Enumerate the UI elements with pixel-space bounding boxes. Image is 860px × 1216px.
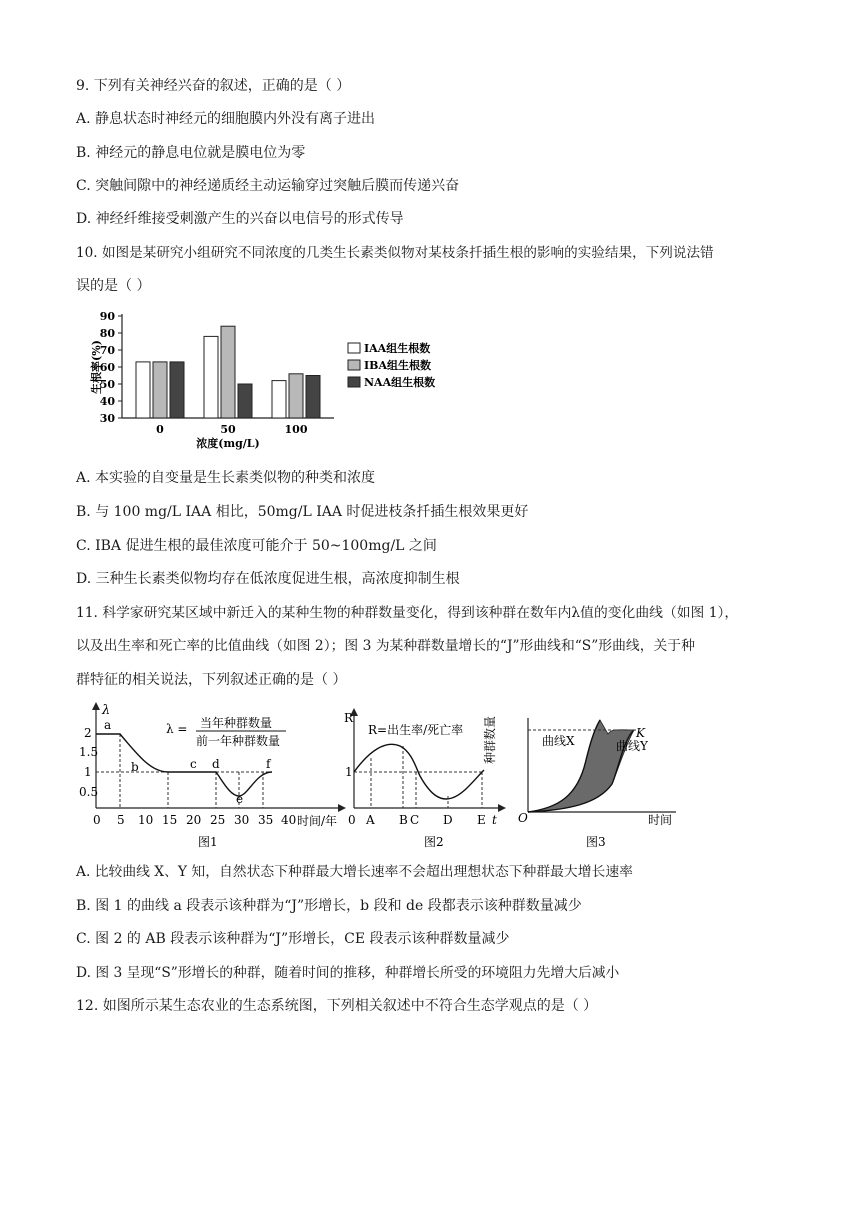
- bar-iba: [153, 362, 167, 418]
- q10-option-a: A. 本实验的自变量是生长素类似物的种类和浓度: [76, 470, 376, 486]
- bar-y-tick-label: 50: [99, 378, 115, 391]
- legend-label: NAA组生根数: [364, 376, 436, 389]
- q10-option-b: B. 与 100 mg/L IAA 相比，50mg/L IAA 时促进枝条扦插生根效果更好: [76, 504, 529, 520]
- bar-iaa: [272, 381, 286, 418]
- fig2-point-e: E: [477, 813, 486, 827]
- q12-stem: 12. 如图所示某生态农业的生态系统图，下列相关叙述中不符合生态学观点的是（ ）: [76, 998, 598, 1014]
- fig3-origin: O: [518, 811, 528, 825]
- q9-option-c: C. 突触间隙中的神经递质经主动运输穿过突触后膜而传递兴奋: [76, 178, 460, 194]
- fig1-ytick: 1.5: [79, 745, 99, 759]
- fig2-formula: R=出生率/死亡率: [368, 723, 464, 737]
- fig2-ytick: 1: [345, 765, 353, 779]
- q9-option-b: B. 神经元的静息电位就是膜电位为零: [76, 145, 306, 161]
- fig1-formula-denominator: 前一年种群数量: [196, 734, 281, 748]
- fig1-ytick: 0.5: [79, 785, 99, 799]
- fig1-y-label: λ: [102, 703, 111, 718]
- fig2-point-b: B: [399, 813, 408, 827]
- bar-naa: [238, 384, 252, 418]
- fig3-x-label: 时间: [648, 813, 673, 827]
- fig1-ytick: 1: [84, 765, 92, 779]
- fig1-xtick: 10: [138, 813, 154, 827]
- legend-swatch: [348, 377, 360, 387]
- fig1-caption: 图1: [198, 835, 218, 849]
- bar-x-tick-label: 0: [156, 423, 164, 436]
- fig3-y-label: 种群数量: [483, 715, 497, 764]
- figure-1: [80, 700, 350, 854]
- fig1-seg-c: c: [190, 757, 197, 771]
- fig3-curve-y-label: 曲线Y: [616, 739, 648, 753]
- bar-x-tick-label: 100: [284, 423, 308, 436]
- fig2-point-a: A: [366, 813, 375, 827]
- bar-y-tick-label: 90: [99, 310, 115, 323]
- fig1-seg-d: d: [212, 757, 220, 771]
- bar-y-tick-label: 70: [99, 344, 115, 357]
- bar-iba: [289, 374, 303, 418]
- bar-x-axis-label: 浓度(mg/L): [196, 437, 260, 450]
- bar-y-tick-label: 80: [99, 327, 115, 340]
- fig2-origin: 0: [348, 813, 356, 827]
- fig1-seg-e: e: [236, 792, 244, 806]
- bar-x-tick-label: 50: [220, 423, 236, 436]
- fig1-xtick: 0: [93, 813, 101, 827]
- bar-y-tick-label: 30: [99, 412, 115, 425]
- legend-swatch: [348, 360, 360, 370]
- q11-stem-line2: 以及出生率和死亡率的比值曲线（如图 2）；图 3 为某种群数量增长的“J”形曲线和“S”形曲线，关于种: [76, 638, 695, 654]
- fig1-xtick: 20: [186, 813, 202, 827]
- figure-3: [483, 700, 688, 854]
- q9-option-a: A. 静息状态时神经元的细胞膜内外没有离子进出: [76, 111, 376, 127]
- fig3-curve-x-label: 曲线X: [542, 734, 575, 748]
- q10-stem-line2: 误的是（ ）: [76, 278, 151, 294]
- q10-option-c: C. IBA 促进生根的最佳浓度可能介于 50~100mg/L 之间: [76, 538, 437, 554]
- fig1-xtick: 25: [210, 813, 226, 827]
- legend-swatch: [348, 343, 360, 353]
- bar-y-tick-label: 40: [99, 395, 115, 408]
- fig2-caption: 图2: [424, 835, 444, 849]
- q10-stem-line1: 10. 如图是某研究小组研究不同浓度的几类生长素类似物对某枝条扦插生根的影响的实验结果，下列说法错: [76, 245, 714, 261]
- bar-naa: [170, 362, 184, 418]
- q11-stem-line1: 11. 科学家研究某区域中新迁入的某种生物的种群数量变化，得到该种群在数年内λ值的变化曲线（如图 1），: [76, 605, 739, 621]
- fig2-point-d: D: [443, 813, 453, 827]
- q9-option-d: D. 神经纤维接受刺激产生的兴奋以电信号的形式传导: [76, 211, 404, 227]
- fig2-y-label: R: [344, 711, 354, 725]
- fig2-point-c: C: [410, 813, 420, 827]
- fig1-formula-numerator: 当年种群数量: [200, 716, 273, 730]
- q11-stem-line3: 群特征的相关说法，下列叙述正确的是（ ）: [76, 672, 347, 688]
- fig1-ytick: 2: [84, 726, 92, 740]
- fig1-seg-b: b: [131, 760, 139, 774]
- bar-naa: [306, 376, 320, 419]
- fig1-formula-lambda: λ =: [166, 722, 188, 736]
- q10-bar-chart: [76, 306, 446, 455]
- legend-label: IBA组生根数: [364, 359, 431, 372]
- fig1-seg-a: a: [104, 718, 112, 732]
- q11-option-a: A. 比较曲线 X、Y 知，自然状态下种群最大增长速率不会超出理想状态下种群最大增长速率: [76, 864, 633, 880]
- fig1-seg-f: f: [266, 757, 271, 771]
- legend-label: IAA组生根数: [364, 342, 431, 355]
- q11-option-c: C. 图 2 的 AB 段表示该种群为“J”形增长，CE 段表示该种群数量减少: [76, 931, 510, 947]
- q11-option-d: D. 图 3 呈现“S”形增长的种群，随着时间的推移，种群增长所受的环境阻力先增大后减小: [76, 965, 620, 981]
- fig1-xtick: 5: [117, 813, 125, 827]
- fig1-xtick: 30: [234, 813, 250, 827]
- fig1-xtick: 15: [162, 813, 178, 827]
- fig3-k-label: K: [636, 726, 645, 740]
- bar-y-axis-label: 生根率(%): [90, 340, 103, 394]
- q10-option-d: D. 三种生长素类似物均存在低浓度促进生根，高浓度抑制生根: [76, 571, 460, 587]
- q11-option-b: B. 图 1 的曲线 a 段表示该种群为“J”形增长，b 段和 de 段都表示该种群数量减少: [76, 898, 582, 914]
- q9-stem: 9. 下列有关神经兴奋的叙述，正确的是（ ）: [76, 78, 351, 94]
- fig3-caption: 图3: [586, 835, 606, 849]
- bar-iba: [221, 326, 235, 418]
- bar-y-tick-label: 60: [99, 361, 115, 374]
- fig1-xtick: 35: [258, 813, 274, 827]
- bar-iaa: [204, 336, 218, 418]
- fig1-xtick: 40: [281, 813, 297, 827]
- bar-iaa: [136, 362, 150, 418]
- fig2-x-label: t: [492, 813, 497, 827]
- fig1-x-label: 时间/年: [297, 814, 338, 828]
